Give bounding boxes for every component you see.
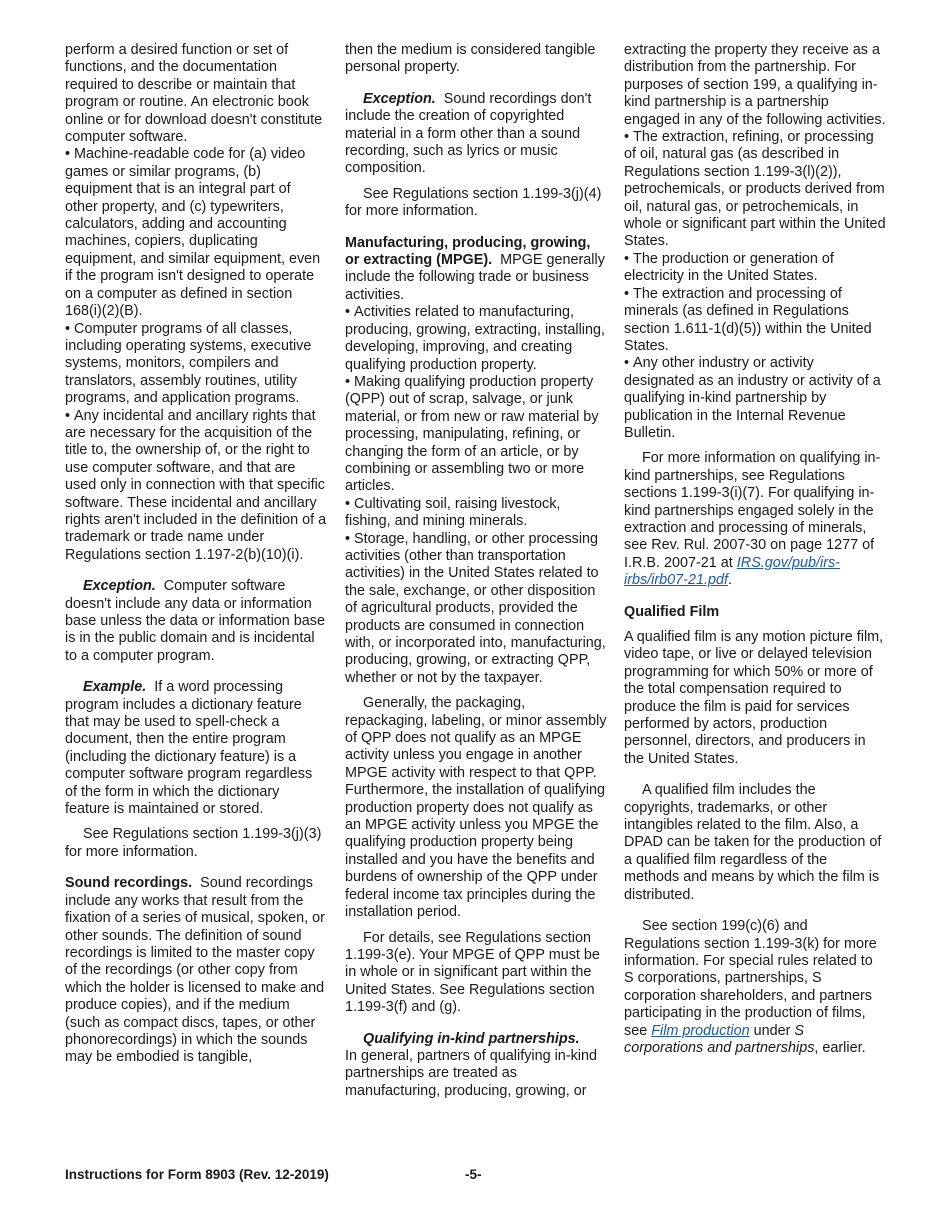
bullet-item: • The extraction, refining, or processing of oil, natural gas (as described in Regulations section 1.199-3(l)(2)), petrochemicals, or products derived from oil, natural gas, or petrochemicals, in whole or significant part within the United States. [624, 129, 886, 251]
bullet-item: • Machine-readable code for (a) video games or similar programs, (b) equipment that is an integral part of other property, and (c) typewriters, calculators, adding and accounting machines, copiers, duplicating equipment, and similar equipment, even if the program isn't designed to operate on a computer as defined in section 168(i)(2)(B). [65, 146, 327, 320]
column-1 [65, 42, 327, 1067]
italic-reference: S corporations and partnerships [624, 1022, 815, 1056]
paragraph [624, 450, 886, 589]
exception-text: Sound recordings don't include the creation of copyrighted material in a form other than a sound recording, such as lyrics or music composition. [345, 90, 592, 177]
bullet-item: • Storage, handling, or other processing activities (other than transportation activities) in the United States related to the sale, exchange, or other disposition of agricultural products, provided the products are consumed in connection with, or incorporated into, manufacturing, producing, growing, or extracting QPP, whether or not by the taxpayer. [345, 531, 607, 688]
bullet-item: • The extraction and processing of minerals (as defined in Regulations section 1.611-1(d)(5)) within the United States. [624, 286, 886, 356]
bullet-item: • Activities related to manufacturing, producing, growing, extracting, installing, developing, improving, and creating qualifying production property. [345, 304, 607, 374]
example-paragraph [65, 679, 327, 818]
bullet-item: • Making qualifying production property (QPP) out of scrap, salvage, or junk material, or from new or raw material by processing, manipulating, refining, or changing the form of an article, or by combining or assembling two or more articles. [345, 374, 607, 496]
film-production-link[interactable]: Film production [651, 1022, 750, 1039]
exception-text: Computer software doesn't include any data or information base unless the data or information base is in the public domain and is incidental to a computer program. [65, 578, 325, 664]
in-kind-label: Qualifying in-kind partnerships. [363, 1030, 580, 1047]
paragraph: For details, see Regulations section 1.199-3(e). Your MPGE of QPP must be in whole or in significant part within the United States. See Regulations section 1.199-3(f) and (g). [345, 929, 600, 1016]
paragraph: Generally, the packaging, repackaging, labeling, or minor assembly of QPP does not qualify as an MPGE activity unless you engage in another MPGE activity with respect to that QPP. Furthermore, the installation of qualifying production property does not qualify as an MPGE activity unless you MPGE the qualifying production property being installed and you have the benefits and burdens of ownership of the QPP under federal income tax principles during the installation period. [345, 695, 607, 921]
paragraph: A qualified film is any motion picture film, video tape, or live or delayed television programming for which 50% or more of the total compensation required to produce the film is paid for services performed by actors, production personnel, directors, and producers in the United States. [624, 629, 884, 767]
period: . [728, 572, 732, 589]
mpge-text: MPGE generally include the following trade or business activities. [345, 252, 605, 303]
example-label: Example. [83, 679, 147, 696]
mpge-label: Manufacturing, producing, growing, or extracting (MPGE). [345, 234, 591, 269]
bullet-item: • Cultivating soil, raising livestock, fishing, and mining minerals. [345, 496, 607, 531]
exception-paragraph [65, 578, 327, 665]
paragraph: perform a desired function or set of functions, and the documentation required to describe or maintain that program or routine. An electronic book online or for download doesn't constitute computer software. [65, 42, 323, 146]
exception-label: Exception. [83, 578, 156, 595]
paragraph-text: For more information on qualifying in-kind partnerships, see Regulations sections 1.199-3(i)(7). For qualifying in-kind partnerships engaged solely in the extraction and processing of minerals, see Rev. Rul. 2007-30 on page 1277 of I.R.B. 2007-21 at [624, 450, 881, 571]
form-title: Instructions for Form 8903 (Rev. 12-2019) [65, 1167, 329, 1182]
page-number: -5- [465, 1167, 482, 1182]
section-heading: Qualified Film [624, 603, 720, 620]
paragraph [624, 918, 886, 1057]
bullet-item: • The production or generation of electricity in the United States. [624, 251, 886, 286]
paragraph-text: under [749, 1022, 795, 1039]
sound-recordings-label: Sound recordings. [65, 875, 193, 892]
paragraph: then the medium is considered tangible personal property. [345, 42, 596, 76]
bullet-item: • Any other industry or activity designated as an industry or activity of a qualifying in-kind partnership by publication in the Internal Revenue Bulletin. [624, 355, 886, 442]
paragraph-text: , earlier. [814, 1039, 866, 1056]
example-text: If a word processing program includes a dictionary feature that may be used to spell-check a document, then the entire program (including the dictionary feature) is a computer software program regardless of the form in which the dictionary feature is maintained or stored. [65, 679, 313, 818]
paragraph-text: See section 199(c)(6) and Regulations section 1.199-3(k) for more information. For special rules related to S corporations, partnerships, S corporation shareholders, and partners participating in the production of films, see [624, 918, 877, 1039]
paragraph: See Regulations section 1.199-3(j)(3) for more information. [65, 826, 322, 860]
sound-recordings-paragraph [65, 875, 327, 1066]
paragraph: A qualified film includes the copyrights, trademarks, or other intangibles related to the film. Also, a DPAD can be taken for the production of a qualified film regardless of the methods and means by which the film is distributed. [624, 782, 882, 903]
bullet-item: • Any incidental and ancillary rights that are necessary for the acquisition of the title to, the ownership of, or the right to use computer software, and that are used only in connection with that specific software. These incidental and ancillary rights aren't included in the definition of a trademark or trade name under Regulations section 1.197-2(b)(10)(i). [65, 408, 327, 565]
mpge-paragraph [345, 235, 607, 305]
in-kind-text: In general, partners of qualifying in-kind partnerships are treated as manufacturing, producing, growing, or [345, 1047, 597, 1099]
paragraph: See Regulations section 1.199-3(j)(4) for more information. [345, 185, 602, 220]
irb-link[interactable]: IRS.gov/pub/irs-irbs/irb07-21.pdf [624, 554, 840, 589]
in-kind-paragraph [345, 1031, 607, 1101]
column-3 [624, 42, 886, 1057]
exception-paragraph [345, 91, 607, 178]
sound-recordings-text: Sound recordings include any works that result from the fixation of a series of musical, spoken, or other sounds. The definition of sound recordings is limited to the master copy of the recordings (or other copy from which the holder is licensed to make and produce copies), and if the medium (such as compact discs, tapes, or other phonorecordings) in which the sounds may be embodied is tangible, [65, 875, 325, 1066]
exception-label: Exception. [363, 90, 436, 107]
column-2 [345, 42, 607, 1100]
bullet-item: • Computer programs of all classes, including operating systems, executive systems, monitors, compilers and translators, assembly routines, utility programs, and application programs. [65, 321, 327, 408]
paragraph: extracting the property they receive as a distribution from the partnership. For purposes of section 199, a qualifying in-kind partnership is a partnership engaged in any of the following activities. [624, 42, 886, 128]
